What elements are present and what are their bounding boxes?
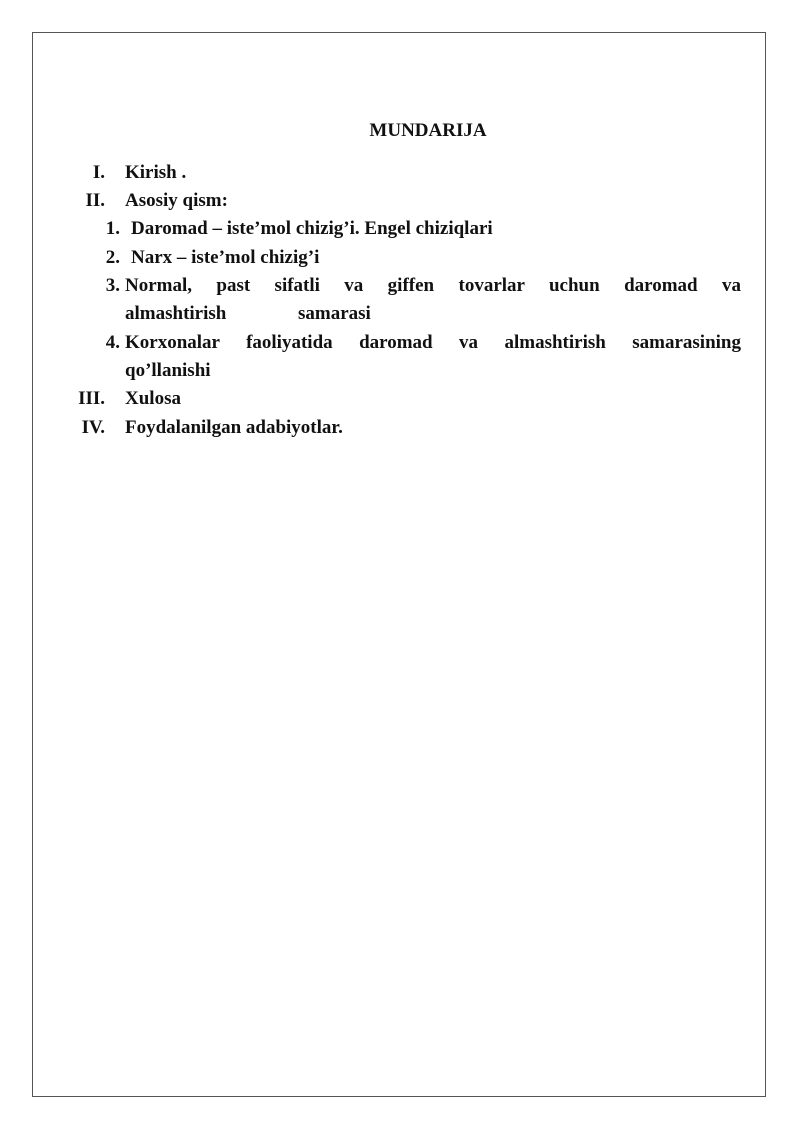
toc-item-2 <box>0 187 800 215</box>
toc-subitem-4 <box>0 329 800 385</box>
toc-number: IV. <box>81 417 105 438</box>
toc-text-line2-part2: samarasi <box>298 303 371 324</box>
toc-number: 1. <box>105 218 120 239</box>
toc-number: II. <box>85 190 105 211</box>
toc-text: Xulosa <box>125 388 181 409</box>
toc-text-line2-part1: almashtirish <box>125 303 227 324</box>
toc-text: Narx – iste’mol chizig’i <box>131 247 320 268</box>
toc-item-1 <box>0 159 800 187</box>
toc-number: I. <box>92 162 105 183</box>
toc-text-line2: qo’llanishi <box>125 360 211 381</box>
toc-number: III. <box>78 388 105 409</box>
toc-text-line1: Normal, past sifatli va giffen tovarlar uchun daromad va <box>125 275 741 296</box>
toc-number: 4. <box>105 332 120 353</box>
toc-text: Asosiy qism: <box>125 190 228 211</box>
toc-text: Foydalanilgan adabiyotlar. <box>125 417 343 438</box>
toc-text: Daromad – iste’mol chizig’i. Engel chiziqlari <box>131 218 493 239</box>
toc-subitem-2 <box>0 244 800 272</box>
toc-subitem-3 <box>0 272 800 328</box>
toc-text-line1: Korxonalar faoliyatida daromad va almashtirish samarasining <box>125 332 741 353</box>
toc-item-3 <box>0 385 800 413</box>
toc-subitem-1 <box>0 215 800 243</box>
toc-item-4 <box>0 414 800 442</box>
page-title: MUNDARIJA <box>369 120 487 141</box>
toc-number: 2. <box>105 247 120 268</box>
toc-number: 3. <box>105 275 120 296</box>
toc-text: Kirish . <box>125 162 187 183</box>
